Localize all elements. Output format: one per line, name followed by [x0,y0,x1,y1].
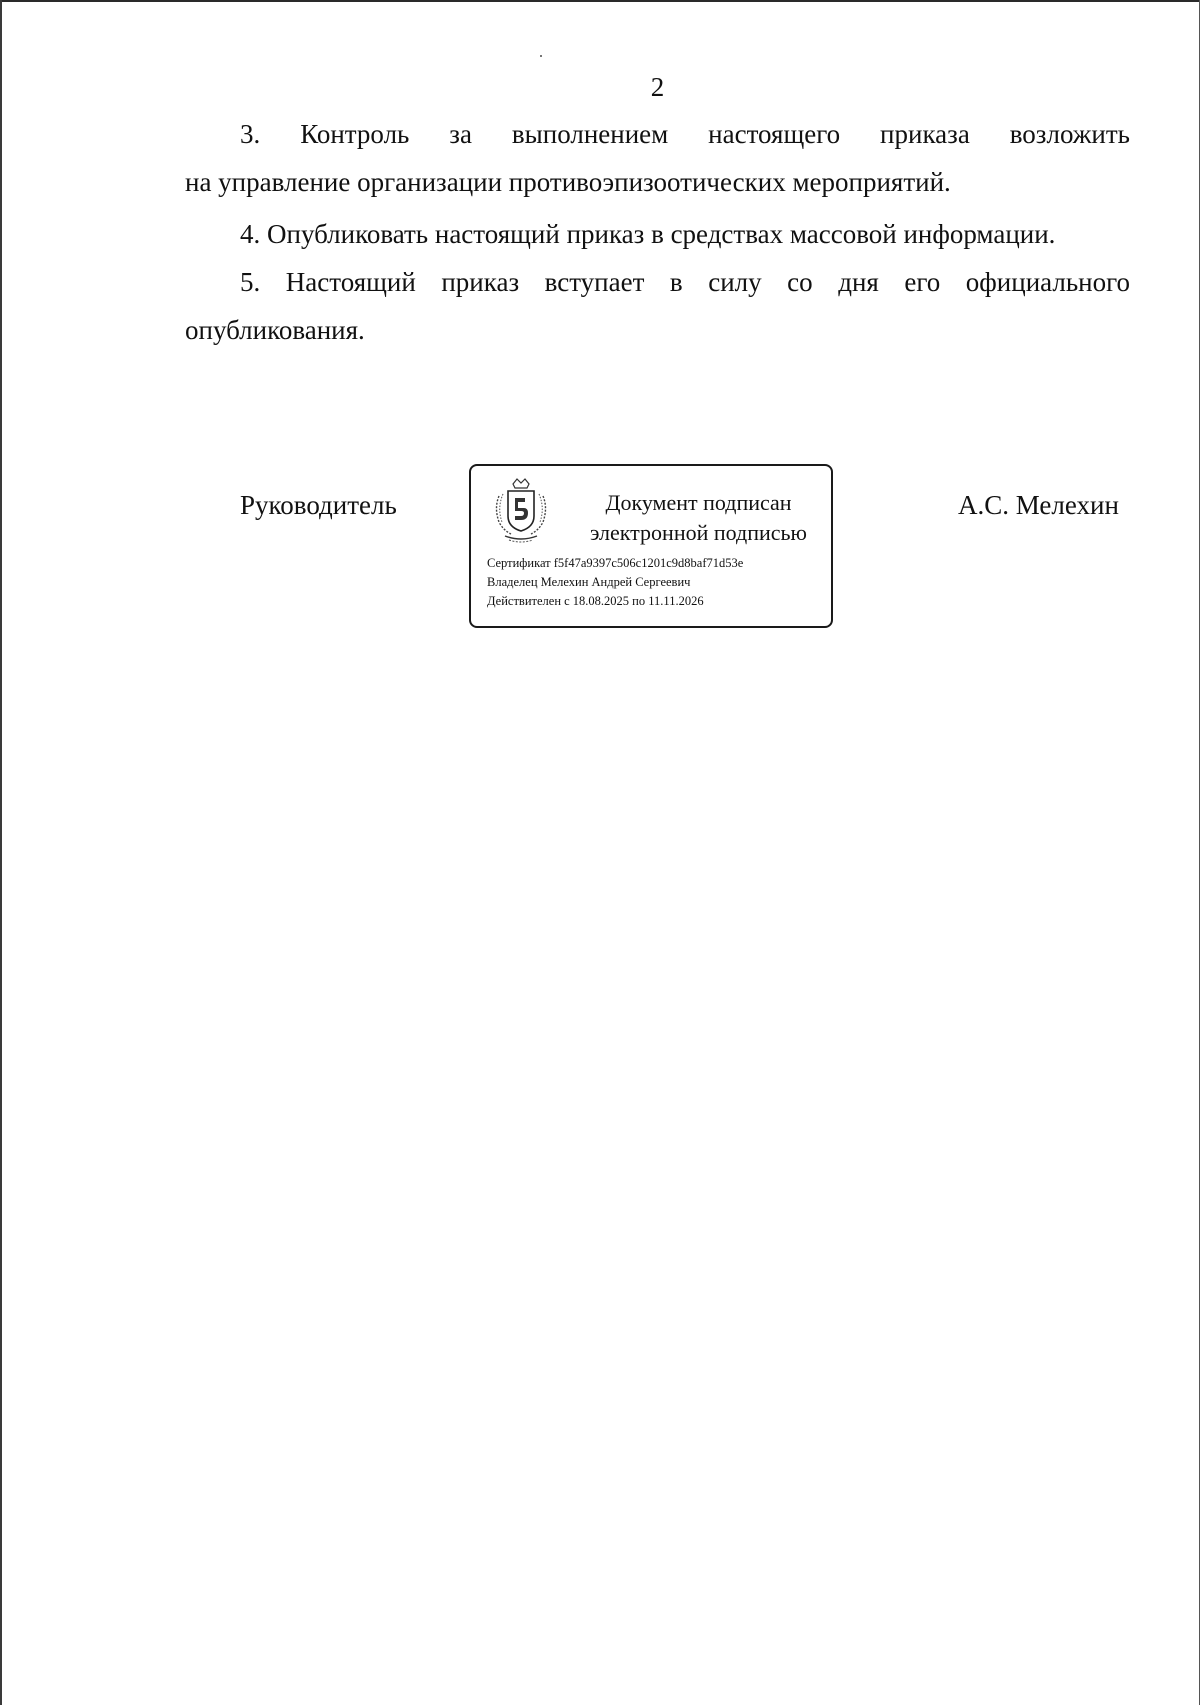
paragraph-3-line-2: на управление организации противоэпизоотических мероприятий. [185,167,951,197]
paragraph-3 [185,110,1130,206]
stamp-owner: Владелец Мелехин Андрей Сергеевич [487,575,691,589]
page-number: 2 [650,72,665,102]
paragraph-4-line-1: 4. Опубликовать настоящий приказ в средствах массовой информации. [240,219,1056,249]
stamp-title-line-1: Документ подписан [605,490,792,515]
coat-of-arms-icon [491,478,551,544]
paragraph-4 [185,210,1130,258]
paragraph-5 [185,258,1130,354]
paragraph-3-line-1: 3. Контроль за выполнением настоящего приказа возложить [240,119,1130,149]
scan-edge-top [0,0,1200,2]
stamp-title-line-2: электронной подписью [589,520,807,545]
stamp-validity: Действителен с 18.08.2025 по 11.11.2026 [487,594,704,608]
stamp-certificate: Сертификат f5f47a9397c506c1201c9d8baf71d53e [487,556,744,570]
stamp-title [571,488,826,548]
signatory-name: А.С. Мелехин [958,490,1119,520]
signatory-role: Руководитель [240,490,397,520]
electronic-signature-stamp [469,464,833,628]
paragraph-5-line-1: 5. Настоящий приказ вступает в силу со дня его официального [240,267,1130,297]
scan-edge-left [0,0,2,1705]
stamp-details [487,554,743,611]
scan-speck [540,55,542,57]
paragraph-5-line-2: опубликования. [185,315,365,345]
